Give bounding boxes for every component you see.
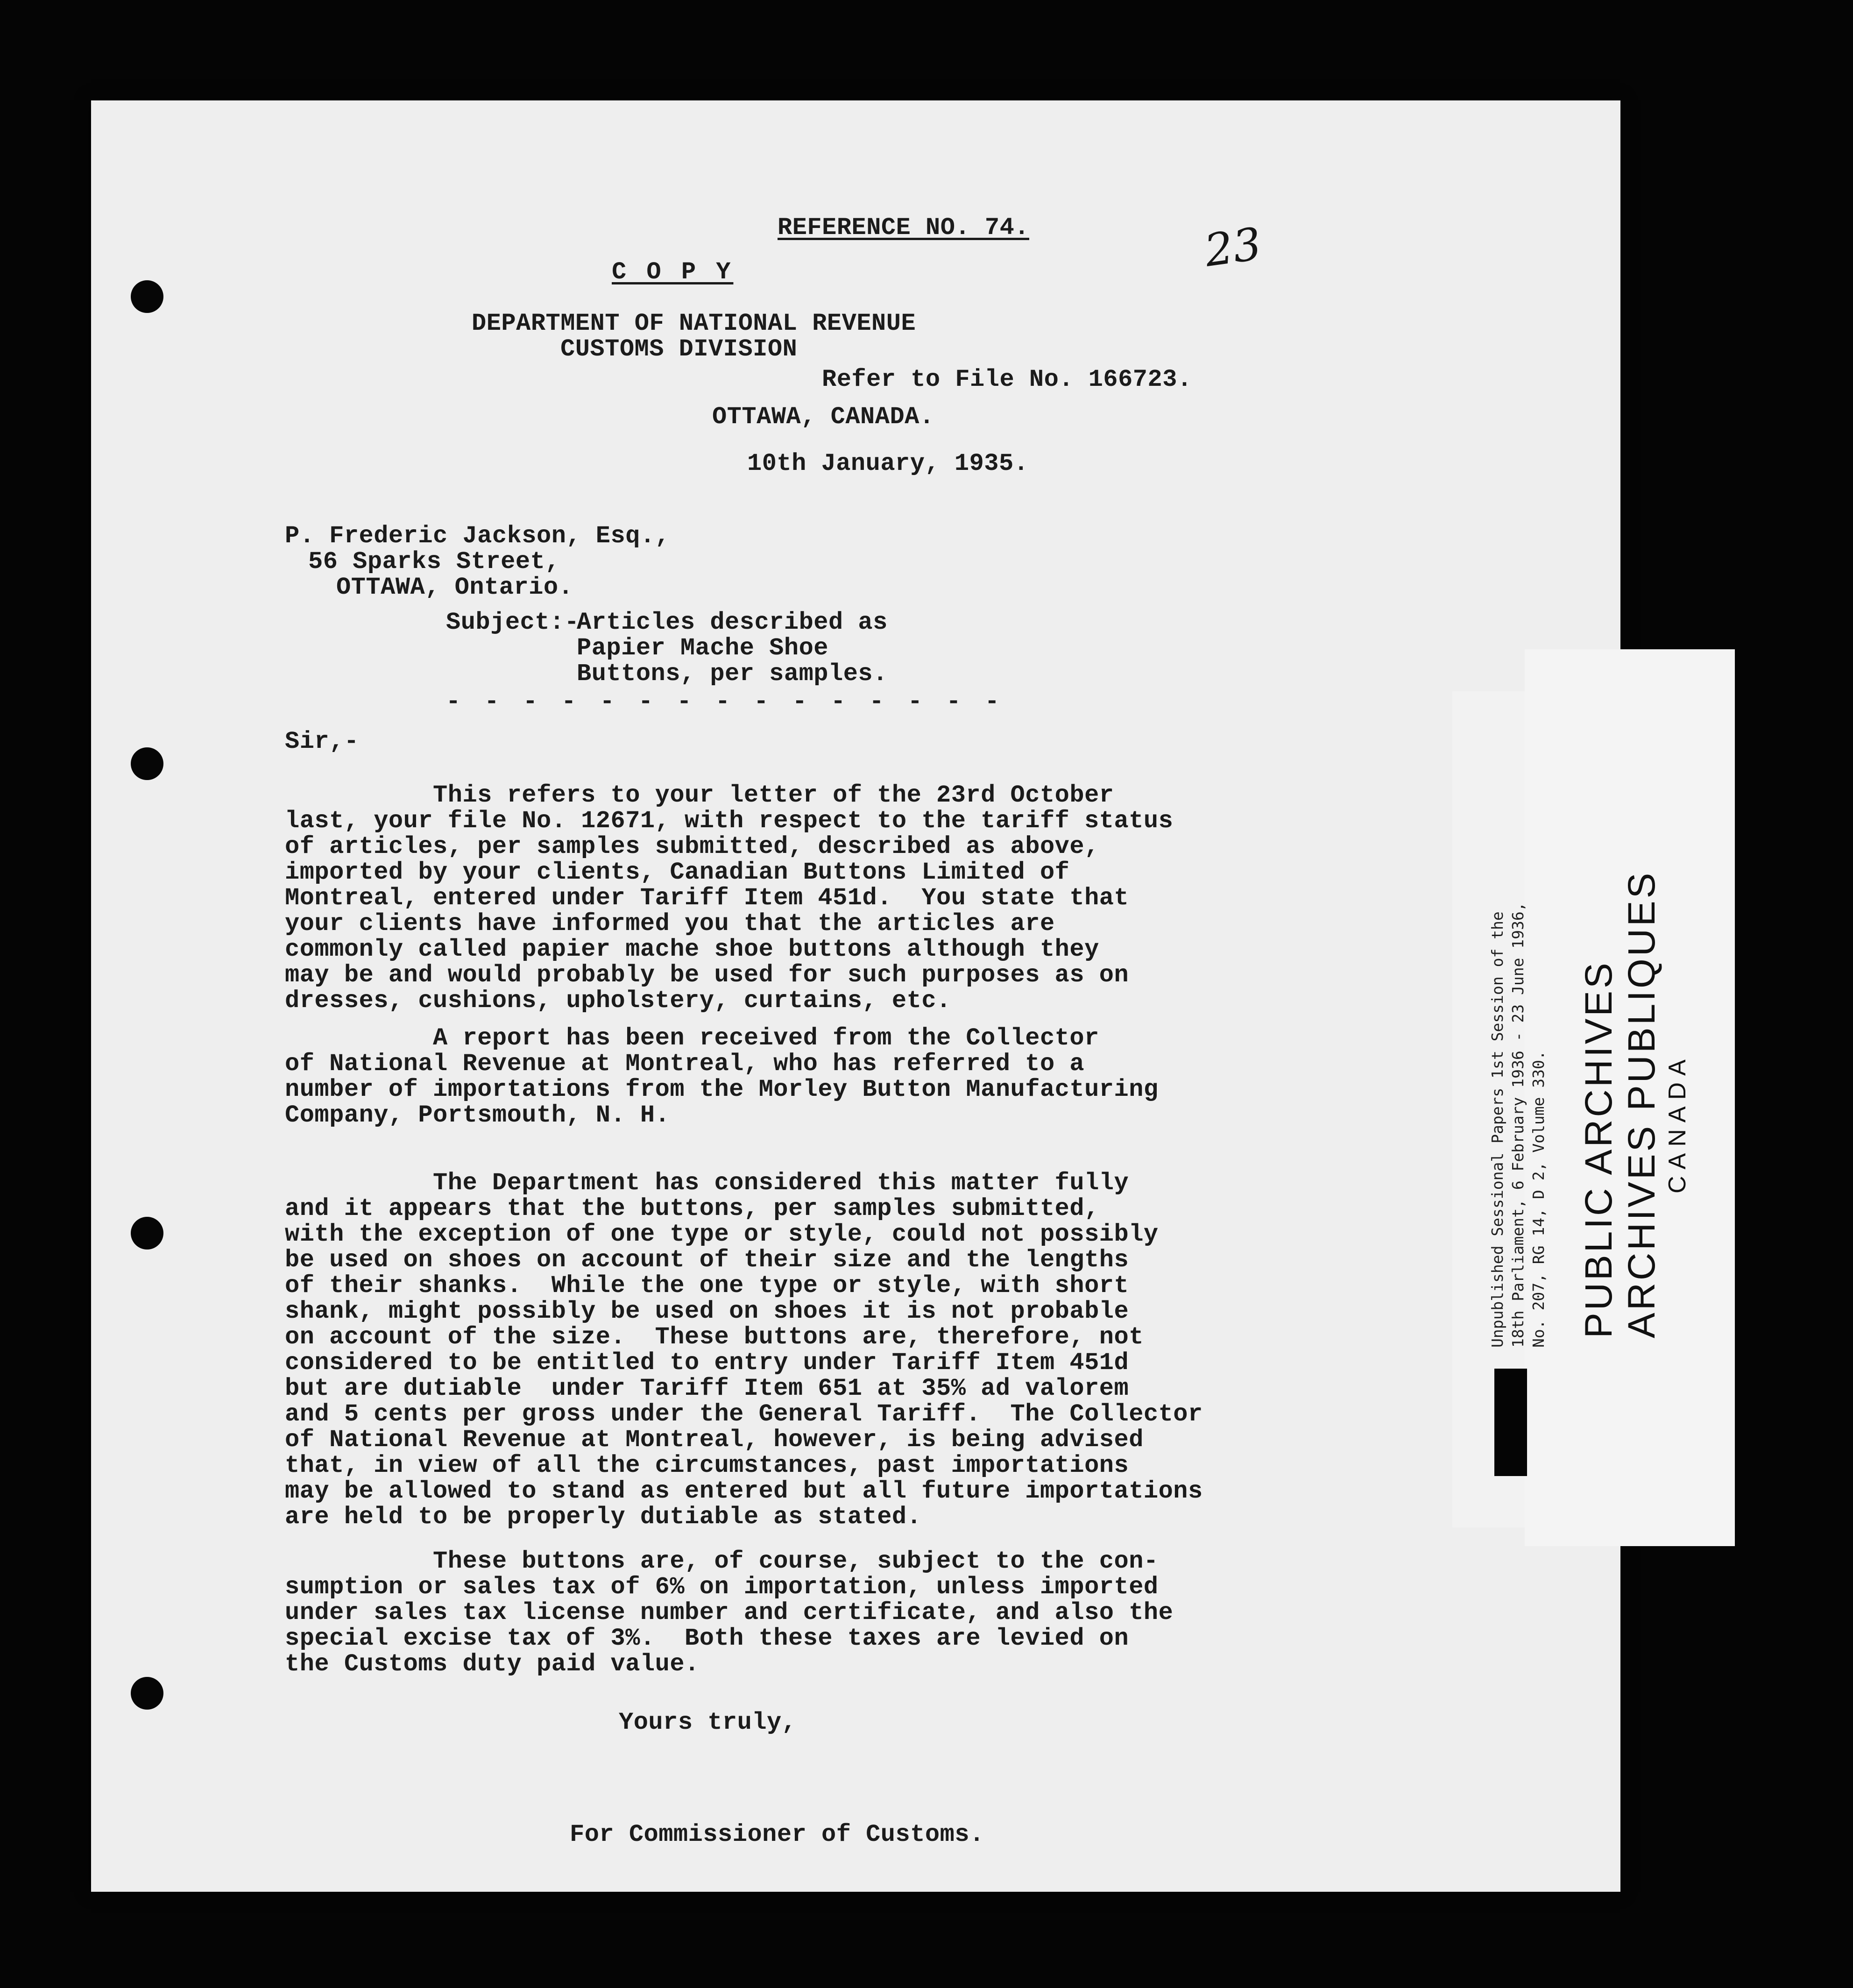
punch-hole bbox=[131, 1217, 163, 1250]
citation-text bbox=[1487, 902, 1549, 1348]
file-reference: Refer to File No. 166723. bbox=[822, 366, 1192, 393]
stamp-line-canada: CANADA bbox=[1664, 1053, 1691, 1193]
stamp-line-archives-publiques: ARCHIVES PUBLIQUES bbox=[1620, 870, 1663, 1338]
citation-line: Unpublished Sessional Papers 1st Session of the bbox=[1488, 911, 1506, 1348]
body-paragraph: This refers to your letter of the 23rd October last, your file No. 12671, with respect to the tariff status of articles, per samples submitted, described as above, imported by your clients, Canadian Buttons Limited of Montreal, entered under Tariff Item 451d. You state that your clients have informed you that the articles are commonly called papier mache shoe buttons although they may be and would probably be used for such purposes as on dresses, cushions, upholstery, curtains, etc. bbox=[285, 781, 1174, 1015]
subject-line: Papier Mache Shoe bbox=[577, 634, 828, 662]
body-paragraph: A report has been received from the Collector of National Revenue at Montreal, who has referred to a number of importations from the Morley Button Manufacturing Company, Portsmouth, N. H. bbox=[285, 1024, 1159, 1129]
stamp-line-public-archives: PUBLIC ARCHIVES bbox=[1577, 960, 1620, 1338]
letter-date: 10th January, 1935. bbox=[747, 450, 1029, 477]
letter-page bbox=[91, 100, 1620, 1892]
body-paragraph: The Department has considered this matter fully and it appears that the buttons, per samples submitted, with the exception of one type or style, could not possibly be used on shoes on account of their size and the lengths of their shanks. While the one type or style, with short shank, might possibly be used on shoes it is not probable on account of the size. These buttons are, therefore, not considered to be entitled to entry under Tariff Item 451d but are dutiable under Tariff Item 651 at 35% ad valorem and 5 cents per gross under the General Tariff. The Collector of National Revenue at Montreal, however, is being advised that, in view of all the circumstances, past importations may be allowed to stand as entered but all future importations are held to be properly dutiable as stated. bbox=[285, 1169, 1203, 1531]
body-paragraph: These buttons are, of course, subject to the con- sumption or sales tax of 6% on importation, unless imported under sales tax license number and certificate, and also the special excise tax of 3%. Both these taxes are levied on the Customs duty paid value. bbox=[285, 1548, 1174, 1678]
closing: Yours truly, bbox=[619, 1709, 797, 1736]
recipient-street: 56 Sparks Street, bbox=[308, 548, 560, 575]
signature-line: For Commissioner of Customs. bbox=[570, 1821, 984, 1848]
subject-line: Buttons, per samples. bbox=[577, 660, 888, 688]
handwritten-page-number: 23 bbox=[1201, 218, 1265, 277]
department-heading: DEPARTMENT OF NATIONAL REVENUE bbox=[472, 310, 916, 337]
citation-line: No. 207, RG 14, D 2, Volume 330. bbox=[1529, 1051, 1548, 1348]
copy-mark: C O P Y bbox=[612, 258, 734, 286]
recipient-city: OTTAWA, Ontario. bbox=[336, 574, 573, 601]
punch-hole bbox=[131, 1677, 163, 1710]
punch-hole bbox=[131, 280, 163, 313]
subject-label: Subject:- bbox=[446, 609, 580, 636]
archives-stamp bbox=[1577, 871, 1691, 1338]
salutation: Sir,- bbox=[285, 728, 359, 755]
subject-line: Articles described as bbox=[577, 609, 888, 636]
citation-line: 18th Parliament, 6 February 1936 - 23 June 1936, bbox=[1509, 902, 1527, 1348]
division-heading: CUSTOMS DIVISION bbox=[560, 335, 798, 363]
recipient-name: P. Frederic Jackson, Esq., bbox=[285, 522, 670, 550]
subject-rule: - - - - - - - - - - - - - - - bbox=[446, 688, 1004, 716]
place-line: OTTAWA, CANADA. bbox=[712, 403, 934, 431]
reference-number: REFERENCE NO. 74. bbox=[778, 214, 1029, 241]
archive-label-slip bbox=[1452, 649, 1733, 1546]
punch-hole bbox=[131, 747, 163, 780]
slip-notch bbox=[1494, 1369, 1527, 1476]
